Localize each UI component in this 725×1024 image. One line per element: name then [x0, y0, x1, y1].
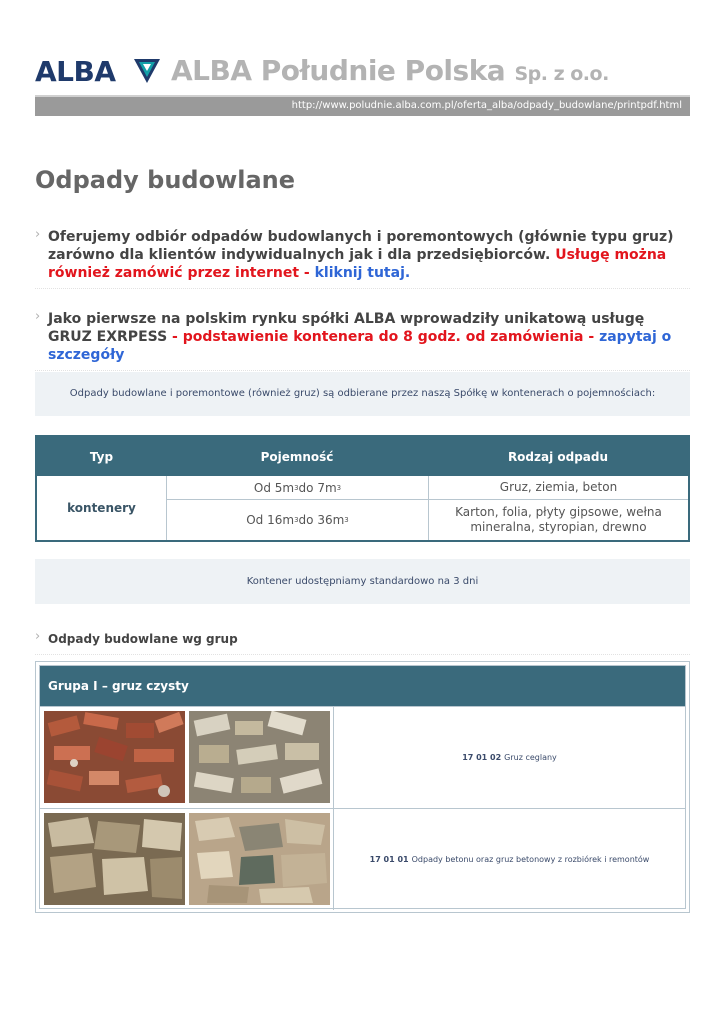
page-url: http://www.poludnie.alba.com.pl/oferta_alba/odpady_budowlane/printpdf.html — [291, 100, 682, 111]
header-pojemnosc: Pojemność — [260, 449, 334, 464]
table-body — [37, 476, 688, 540]
brick-rubble-image — [44, 711, 185, 803]
typ-cell: kontenery — [37, 476, 167, 540]
order-online-link[interactable]: kliknij tutaj. — [314, 265, 411, 281]
company-logo — [35, 52, 695, 88]
waste-type-cell: Gruz, ziemia, beton — [499, 480, 618, 494]
group-header: Grupa I – gruz czysty — [40, 666, 685, 706]
offer-bullet — [35, 228, 690, 289]
offer-text: Oferujemy odbiór odpadów budowlanych i poremontowych (głównie typu gruz) zarówno dla klientów indywidualnych jak i dla przedsiębiorców. Usługę można również zamówić przez internet - kliknij tutaj. — [48, 229, 674, 281]
table-row — [167, 500, 688, 540]
groups-heading: Odpady budowlane wg grup — [48, 632, 238, 646]
chevron-right-icon: › — [35, 227, 41, 242]
waste-code: 17 01 02 — [462, 753, 502, 762]
page-title: Odpady budowlane — [35, 166, 296, 194]
express-bullet — [35, 310, 690, 371]
company-name: ALBA Południe Polska Sp. z o.o. — [171, 54, 609, 87]
table-row — [40, 706, 685, 808]
rental-info-box — [35, 559, 690, 604]
chevron-right-icon: › — [35, 629, 41, 644]
concrete-rubble-image — [189, 711, 330, 803]
waste-type-cell: Karton, folia, płyty gipsowe, wełna mineralna, styropian, drewno — [455, 505, 662, 534]
ask-details-link[interactable]: zapytaj o szczegóły — [48, 329, 672, 363]
table-header — [37, 437, 688, 476]
container-table — [35, 435, 690, 542]
waste-code-cell — [334, 809, 685, 910]
groups-bullet — [35, 630, 690, 655]
logo-alba-text: ALBA — [35, 55, 116, 88]
table-row — [40, 808, 685, 910]
waste-group-table — [35, 661, 690, 913]
waste-description: Odpady betonu oraz gruz betonowy z rozbiórek i remontów — [411, 855, 650, 864]
header-typ: Typ — [89, 449, 114, 464]
container-info-box — [35, 372, 690, 416]
mixed-debris-image — [189, 813, 330, 905]
url-bar — [35, 95, 690, 116]
waste-description: Gruz ceglany — [504, 753, 557, 762]
table-row — [167, 476, 688, 500]
concrete-slabs-image — [44, 813, 185, 905]
waste-code-cell — [334, 707, 685, 808]
express-text: Jako pierwsze na polskim rynku spółki ALBA wprowadziły unikatową usługę GRUZ EXRPESS - podstawienie kontenera do 8 godz. od zamówienia - zapytaj o szczegóły — [48, 311, 672, 363]
chevron-right-icon: › — [35, 309, 41, 324]
capacity-cell: Od 16m 3 do 36m 3 — [167, 500, 429, 540]
alba-logo-icon — [132, 55, 162, 85]
header-rodzaj: Rodzaj odpadu — [507, 449, 609, 464]
container-info-text: Odpady budowlane i poremontowe (również gruz) są odbierane przez naszą Spółkę w kontenerach o pojemnościach: — [69, 388, 656, 399]
rental-info-text: Kontener udostępniamy standardowo na 3 dni — [246, 576, 479, 587]
waste-code: 17 01 01 — [369, 855, 409, 864]
capacity-cell: Od 5m 3 do 7m 3 — [167, 476, 429, 499]
